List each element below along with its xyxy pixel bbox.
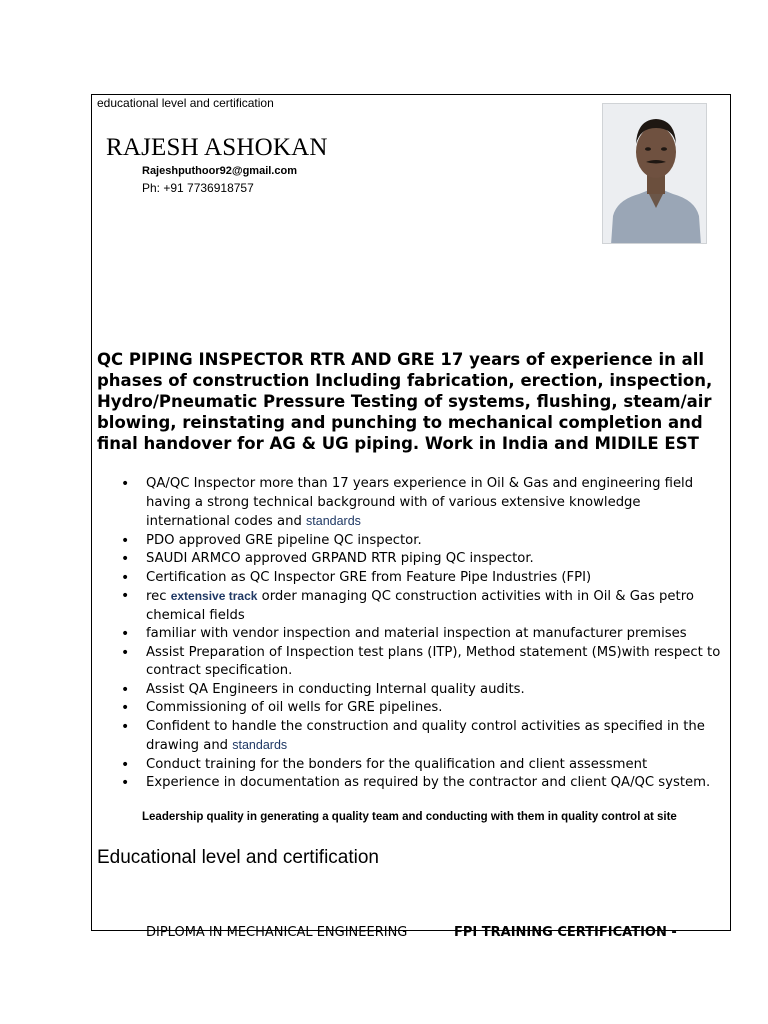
list-item: • SAUDI ARMCO approved GRPAND RTR piping QC inspector.	[121, 550, 721, 569]
list-item: • Conduct training for the bonders for the qualification and client assessment	[121, 756, 721, 775]
certification-entry: FPI TRAINING CERTIFICATION -	[454, 925, 677, 940]
list-item-text: Confident to handle the construction and quality control activities as specified in the drawing and	[146, 718, 705, 753]
list-item-text: order managing QC construction activities with in Oil & Gas petro chemical fields	[146, 589, 694, 623]
list-item	[121, 587, 721, 625]
list-item: • familiar with vendor inspection and material inspection at manufacturer premises	[121, 625, 721, 644]
list-item: • Certification as QC Inspector GRE from Feature Pipe Industries (FPI)	[121, 569, 721, 588]
person-portrait-icon	[603, 104, 707, 244]
list-item	[121, 718, 721, 756]
list-item-highlight: standards	[306, 514, 361, 528]
list-item-highlight: standards	[232, 738, 288, 752]
education-heading: Educational level and certification	[97, 847, 380, 868]
list-item: • Assist Preparation of Inspection test plans (ITP), Method statement (MS)with respect to contract specification.	[121, 644, 721, 681]
list-item-text: rec	[146, 589, 171, 604]
list-item-text: QA/QC Inspector more than 17 years experience in Oil & Gas and engineering field having a strong technical background with of various extensive knowledge international codes and	[146, 476, 694, 529]
list-item-highlight: extensive track	[170, 589, 258, 603]
phone-number: Ph: +91 7736918757	[142, 181, 254, 195]
list-item: • Commissioning of oil wells for GRE pipelines.	[121, 699, 721, 718]
list-item	[121, 475, 721, 532]
profile-photo	[602, 103, 707, 244]
header-note: educational level and certification	[97, 96, 274, 110]
email-address[interactable]: Rajeshputhoor92@gmail.com	[142, 165, 297, 177]
experience-list	[121, 475, 721, 793]
diploma-entry: DIPLOMA IN MECHANICAL ENGINEERING	[146, 925, 408, 940]
list-item: • Experience in documentation as required by the contractor and client QA/QC system.	[121, 774, 721, 793]
candidate-name: RAJESH ASHOKAN	[106, 134, 328, 161]
leadership-note: Leadership quality in generating a quality team and conducting with them in quality control at site	[142, 811, 677, 823]
list-item: • Assist QA Engineers in conducting Internal quality audits.	[121, 681, 721, 700]
list-item: • PDO approved GRE pipeline QC inspector.	[121, 532, 721, 551]
professional-summary: QC PIPING INSPECTOR RTR AND GRE 17 years of experience in all phases of construction Including fabrication, erection, inspection, Hydro/Pneumatic Pressure Testing of systems, flushing, steam/air blowing, reinstating and punching to mechanical completion and final handover for AG & UG piping. Work in India and MIDILE EST	[97, 350, 713, 453]
